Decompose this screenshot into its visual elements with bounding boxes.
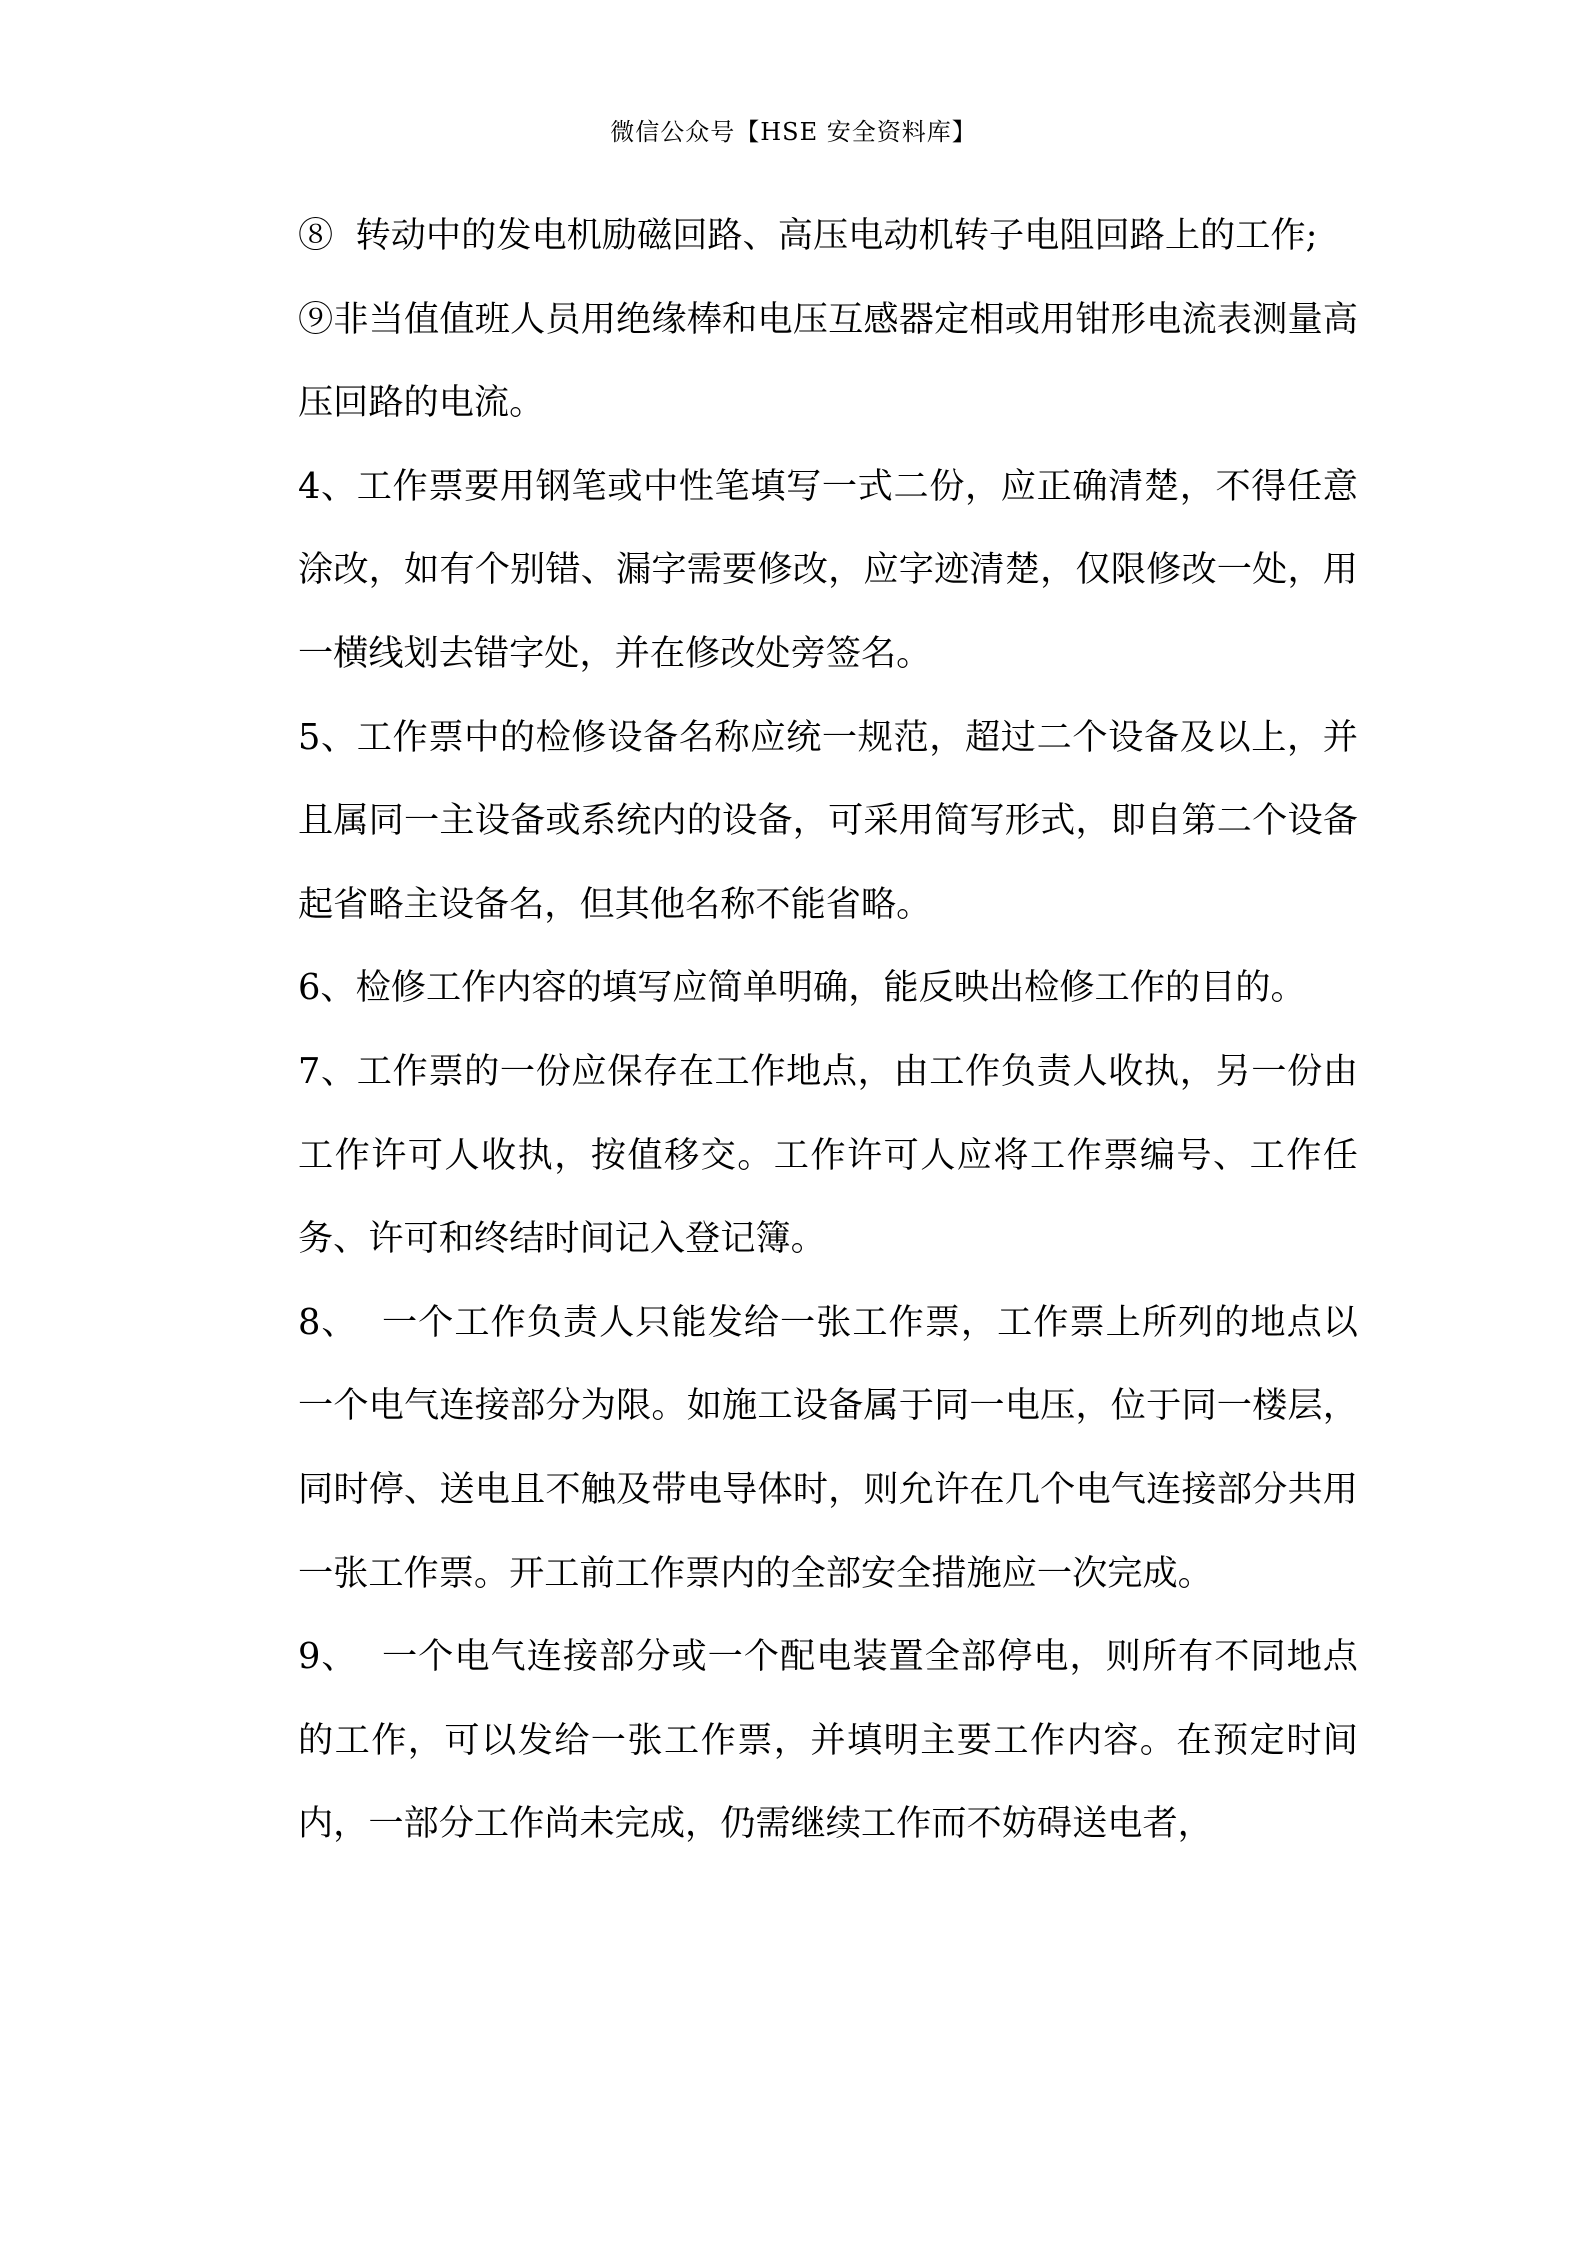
paragraph-5: 5、工作票中的检修设备名称应统一规范，超过二个设备及以上，并且属同一主设备或系统内的设备，可采用简写形式，即自第二个设备起省略主设备名，但其他名称不能省略。 bbox=[298, 716, 1358, 925]
paragraph-8: 8、 一个工作负责人只能发给一张工作票，工作票上所列的地点以一个电气连接部分为限。如施工设备属于同一电压，位于同一楼层，同时停、送电且不触及带电导体时，则允许在几个电气连接部分共用一张工作票。开工前工作票内的全部安全措施应一次完成。 bbox=[298, 1301, 1358, 1594]
paragraph-7: 7、工作票的一份应保存在工作地点，由工作负责人收执，另一份由工作许可人收执，按值移交。工作许可人应将工作票编号、工作任务、许可和终结时间记入登记簿。 bbox=[298, 1050, 1358, 1260]
paragraph-item-9: ⑨非当值值班人员用绝缘棒和电压互感器定相或用钳形电流表测量高压回路的电流。 bbox=[298, 298, 1358, 424]
paragraph-6: 6、检修工作内容的填写应简单明确，能反映出检修工作的目的。 bbox=[298, 967, 1306, 1009]
paragraph-item-8: ⑧ 转动中的发电机励磁回路、高压电动机转子电阻回路上的工作; bbox=[298, 215, 1318, 256]
paragraph-4: 4、工作票要用钢笔或中性笔填写一式二份，应正确清楚，不得任意涂改，如有个别错、漏字需要修改，应字迹清楚，仅限修改一处，用一横线划去错字处，并在修改处旁签名。 bbox=[298, 465, 1358, 674]
page-header: 微信公众号【HSE 安全资料库】 bbox=[610, 118, 977, 146]
paragraph-9: 9、 一个电气连接部分或一个配电装置全部停电，则所有不同地点的工作，可以发给一张工作票，并填明主要工作内容。在预定时间内，一部分工作尚未完成，仍需继续工作而不妨碍送电者， bbox=[298, 1636, 1358, 1845]
document-body bbox=[298, 194, 1358, 1866]
